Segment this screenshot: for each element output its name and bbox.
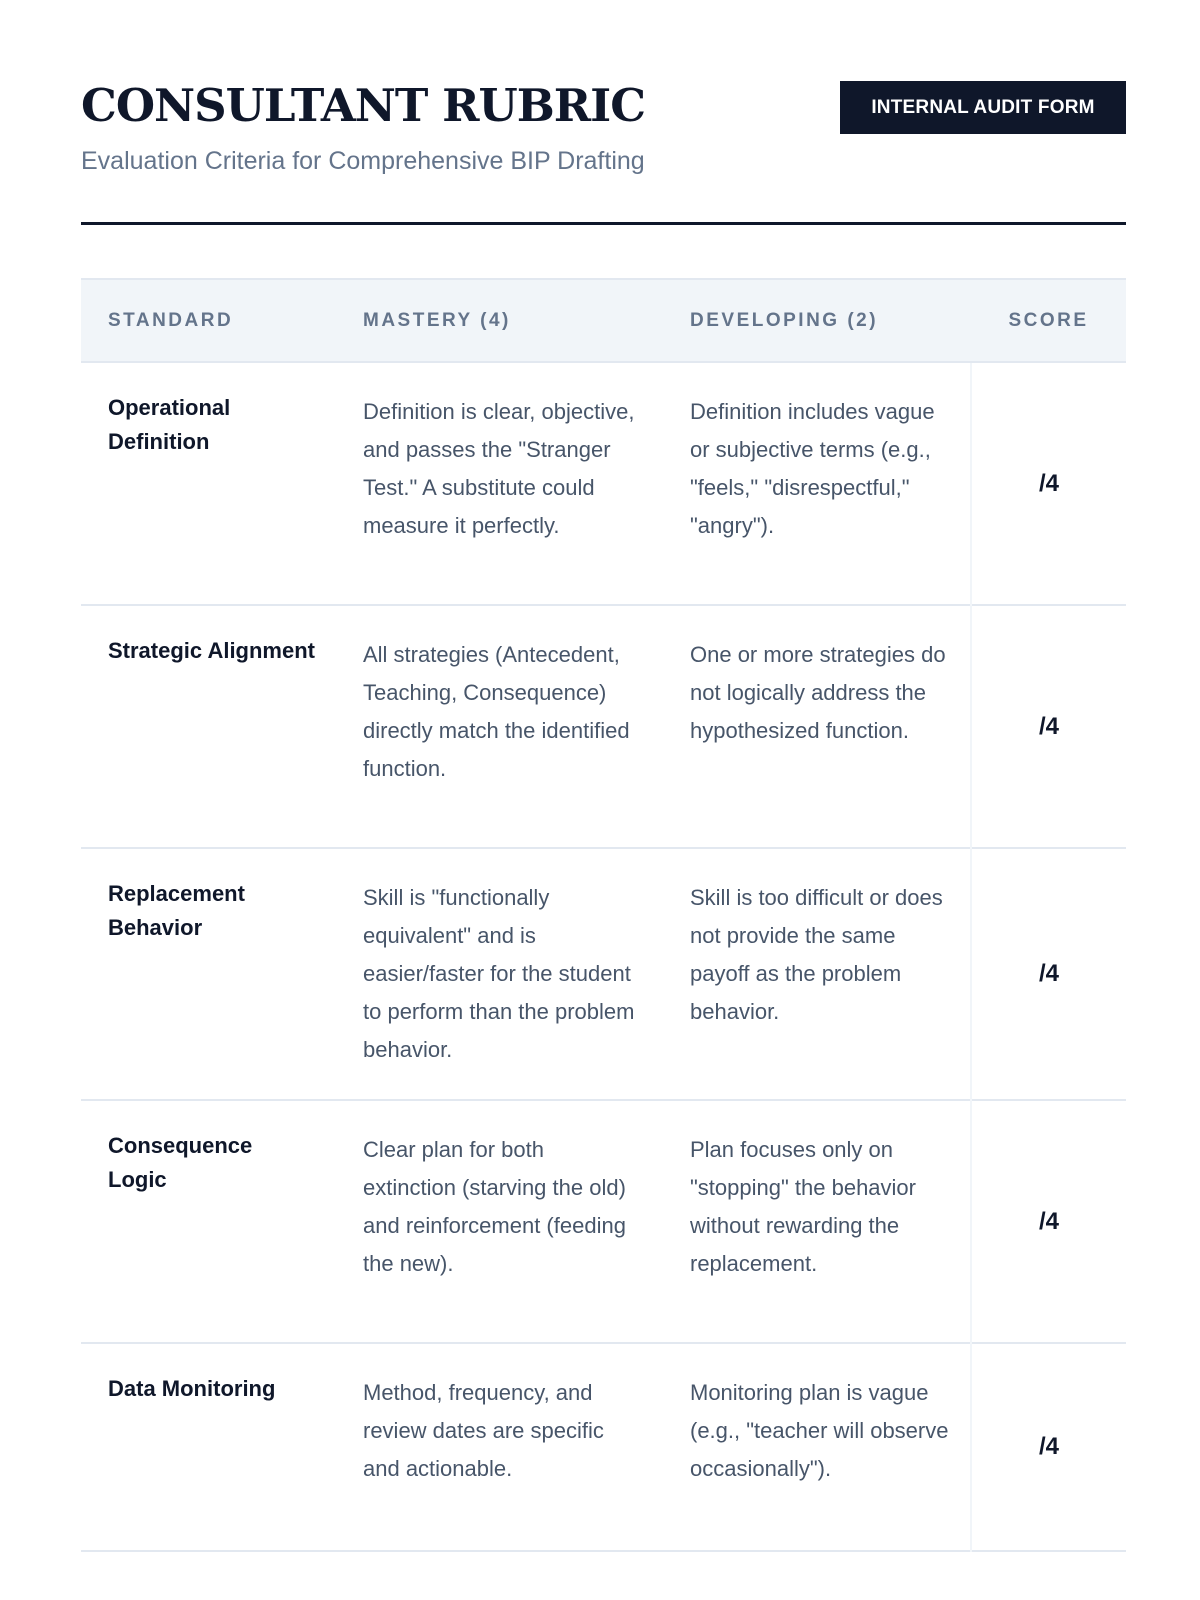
mastery-criteria: All strategies (Antecedent, Teaching, Consequence) directly match the identified function. [363,642,630,781]
mastery-criteria: Skill is "functionally equivalent" and is easier/faster for the student to perform than the problem behavior. [363,885,635,1062]
standard-name: Strategic Alignment [108,638,315,663]
table-header-row [81,279,1126,362]
rubric-table [81,278,1126,1552]
standard-name: Operational Definition [108,395,231,454]
page-title: CONSULTANT RUBRIC [81,79,646,132]
table-row [81,362,1126,605]
standard-name: Replacement Behavior [108,881,245,940]
page-header [81,0,1126,225]
audit-form-badge: INTERNAL AUDIT FORM [840,81,1126,134]
rubric-page [81,0,1126,1481]
score-cell[interactable]: /4 [971,362,1126,605]
page-subtitle: Evaluation Criteria for Comprehensive BIP Drafting [81,147,645,175]
mastery-criteria: Method, frequency, and review dates are specific and actionable. [363,1380,604,1481]
table-row [81,1100,1126,1343]
developing-criteria: Plan focuses only on "stopping" the behavior without rewarding the replacement. [690,1137,916,1276]
mastery-criteria: Clear plan for both extinction (starving the old) and reinforcement (feeding the new). [363,1137,626,1276]
score-cell[interactable]: /4 [971,848,1126,1100]
developing-criteria: Monitoring plan is vague (e.g., "teacher will observe occasionally"). [690,1380,949,1481]
standard-name: Consequence Logic [108,1133,253,1192]
standard-name: Data Monitoring [108,1376,276,1401]
mastery-criteria: Definition is clear, objective, and passes the "Stranger Test." A substitute could measure it perfectly. [363,399,635,538]
table-row [81,605,1126,848]
score-cell[interactable]: /4 [971,1343,1126,1551]
developing-criteria: Skill is too difficult or does not provide the same payoff as the problem behavior. [690,885,943,1024]
score-cell[interactable]: /4 [971,1100,1126,1343]
column-header-score: SCORE [971,279,1126,362]
developing-criteria: Definition includes vague or subjective terms (e.g., "feels," "disrespectful," "angry"). [690,399,935,538]
developing-criteria: One or more strategies do not logically address the hypothesized function. [690,642,946,743]
table-row [81,1343,1126,1551]
score-cell[interactable]: /4 [971,605,1126,848]
column-header-standard: STANDARD [81,279,336,362]
column-header-developing: DEVELOPING (2) [663,279,971,362]
column-header-mastery: MASTERY (4) [336,279,663,362]
table-row [81,848,1126,1100]
